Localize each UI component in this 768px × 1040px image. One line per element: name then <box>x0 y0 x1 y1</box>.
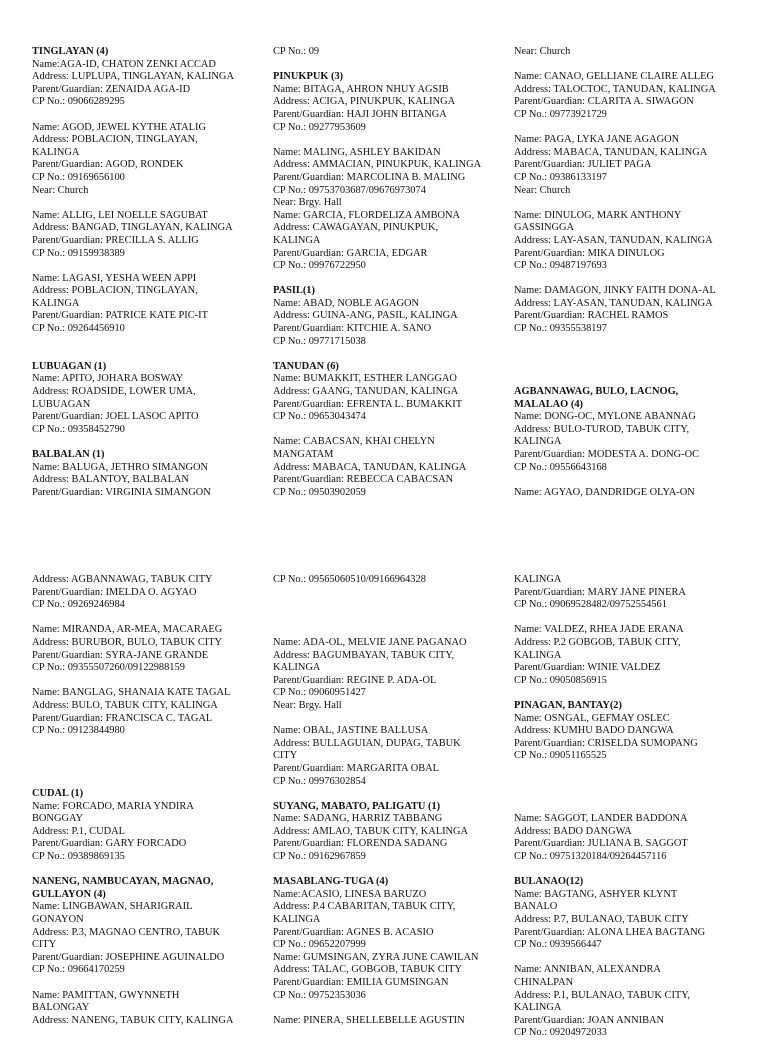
entry-line: Parent/Guardian: CRISELDA SUMOPANG <box>514 737 698 749</box>
entry-separator <box>32 738 264 788</box>
entry-separator <box>273 348 505 361</box>
entry-line: Parent/Guardian: AGNES B. ACASIO <box>273 926 434 938</box>
section-heading: BULANAO(12) <box>514 876 584 888</box>
entry-line: Name: MIRANDA, AR-MEA, MACARAEG <box>32 624 223 636</box>
entry-separator <box>273 713 505 726</box>
bottom-column-1 <box>32 574 264 1027</box>
entry-line: Parent/Guardian: HAJI JOHN BITANGA <box>273 108 447 120</box>
entry-line: Address: MABACA, TANUDAN, KALINGA <box>273 461 467 473</box>
entry-line: Parent/Guardian: EFRENTA L. BUMAKKIT <box>273 398 463 410</box>
entry-line: Address: LAY-ASAN, TANUDAN, KALINGA <box>514 234 713 246</box>
entry-line: Parent/Guardian: MODESTA A. DONG-OC <box>514 449 700 461</box>
entry-line: Address: KUMHU BADO DANGWA <box>514 725 674 737</box>
entry-line: LUBUAGAN <box>32 398 91 410</box>
entry-separator <box>273 864 505 877</box>
entry-line: Name: ALLIG, LEI NOELLE SAGUBAT <box>32 209 208 221</box>
entry-separator <box>514 122 746 135</box>
entry-line: CP No.: 09355507260/09122988159 <box>32 662 185 674</box>
entry-line: Name: FORCADO, MARIA YNDIRA <box>32 800 194 812</box>
entry-line: Address: P.1, BULANAO, TABUK CITY, <box>514 989 691 1001</box>
entry-line: Address: POBLACION, TINGLAYAN, <box>32 134 198 146</box>
entry-line: Name: BAGTANG, ASHYER KLYNT <box>514 888 678 900</box>
entry-line: CP No.: 09264456910 <box>32 323 125 335</box>
entry-line: Name: PAMITTAN, GWYNNETH <box>32 989 180 1001</box>
entry-line: Address: P.2 GOBGOB, TABUK CITY, <box>514 636 681 648</box>
entry-line: Address: ROADSIDE, LOWER UMA, <box>32 386 196 398</box>
entry-line: CP No.: 09060951427 <box>273 687 366 699</box>
entry-line: Near: Brgy. Hall <box>273 197 342 209</box>
entry-line: Address: BANGAD, TINGLAYAN, KALINGA <box>32 222 233 234</box>
entry-line: Name: DONG-OC, MYLONE ABANNAG <box>514 411 696 423</box>
entry-line: CP No.: 09503902059 <box>273 486 366 498</box>
section-heading: PINUKPUK (3) <box>273 71 344 83</box>
entry-line: KALINGA <box>273 914 321 926</box>
entry-line: Name: OSNGAL, GEFMAY OSLEC <box>514 712 670 724</box>
entry-line: Parent/Guardian: MARCOLINA B. MALING <box>273 171 466 183</box>
entry-line: Name: BITAGA, AHRON NHUY AGSIB <box>273 83 449 95</box>
entry-line: Parent/Guardian: JOEL LASOC APITO <box>32 411 199 423</box>
entry-line: BONGGAY <box>32 813 83 825</box>
entry-line: KALINGA <box>32 146 80 158</box>
entry-separator <box>32 197 264 210</box>
entry-line: Near: Church <box>32 184 89 196</box>
entry-line: CP No.: 09751320184/09264457116 <box>514 851 667 863</box>
bottom-column-2 <box>273 574 505 1027</box>
entry-line: CP No.: 09269246984 <box>32 599 125 611</box>
entry-separator <box>514 59 746 72</box>
entry-separator <box>32 436 264 449</box>
entry-line: Address: POBLACION, TINGLAYAN, <box>32 285 198 297</box>
entry-line: Parent/Guardian: EMILIA GUMSINGAN <box>273 977 449 989</box>
entry-line: Parent/Guardian: WINIE VALDEZ <box>514 662 661 674</box>
entry-line: Name: VALDEZ, RHEA JADE ERANA <box>514 624 684 636</box>
entry-line: CP No.: 0939566447 <box>514 939 602 951</box>
entry-separator <box>32 336 264 361</box>
entry-line: Parent/Guardian: MARGARITA OBAL <box>273 762 439 774</box>
entry-line: KALINGA <box>32 297 80 309</box>
entry-line: Name: BUMAKKIT, ESTHER LANGGAO <box>273 373 457 385</box>
entry-line: Address: BULO-TUROD, TABUK CITY, <box>514 423 690 435</box>
entry-line: CP No.: 09389869135 <box>32 851 125 863</box>
section-heading: PINAGAN, BANTAY(2) <box>514 699 622 711</box>
entry-separator <box>273 59 505 72</box>
top-column-2 <box>273 46 505 499</box>
entry-line: Parent/Guardian: PRECILLA S. ALLIG <box>32 234 199 246</box>
entry-line: Name: CANAO, GELLIANE CLAIRE ALLEG <box>514 71 714 83</box>
entry-line: KALINGA <box>514 1002 562 1014</box>
entry-line: CP No.: 09753703687/09676973074 <box>273 184 426 196</box>
section-heading: MALALAO (4) <box>514 398 583 410</box>
entry-line: Address: BALANTOY, BALBALAN <box>32 474 189 486</box>
entry-line: Parent/Guardian: RACHEL RAMOS <box>514 310 669 322</box>
entry-separator <box>32 977 264 990</box>
entry-separator <box>273 1002 505 1015</box>
entry-separator <box>514 474 746 487</box>
entry-line: Name: GARCIA, FLORDELIZA AMBONA <box>273 209 461 221</box>
entry-separator <box>514 763 746 813</box>
entry-line: CP No.: 09487197693 <box>514 260 607 272</box>
entry-line: CP No.: 09386133197 <box>514 171 607 183</box>
entry-line: CP No.: 09653043474 <box>273 411 366 423</box>
entry-line: CP No.: 09556643168 <box>514 461 607 473</box>
entry-line: Name: SAGGOT, LANDER BADDONA <box>514 813 688 825</box>
entry-line: CP No.: 09565060510/09166964328 <box>273 574 426 585</box>
entry-separator <box>514 687 746 700</box>
entry-line: CP No.: 09752353036 <box>273 989 366 1001</box>
entry-line: CP No.: 09123844980 <box>32 725 125 737</box>
entry-line: KALINGA <box>514 436 562 448</box>
entry-line: CP No.: 09358452790 <box>32 423 125 435</box>
entry-line: Name: PAGA, LYKA JANE AGAGON <box>514 134 680 146</box>
entry-line: Address: TALAC, GOBGOB, TABUK CITY <box>273 964 463 976</box>
entry-line: Name:ACASIO, LINESA BARUZO <box>273 888 427 900</box>
entry-line: Near: Church <box>514 46 571 57</box>
entry-line: Name: DAMAGON, JINKY FAITH DONA-AL <box>514 285 716 297</box>
entry-line: Address: AGBANNAWAG, TABUK CITY <box>32 574 213 585</box>
entry-line: Parent/Guardian: ALONA LHEA BAGTANG <box>514 926 706 938</box>
entry-line: CP No.: 09169656100 <box>32 171 125 183</box>
entry-line: GASSINGGA <box>514 222 575 234</box>
entry-line: CP No.: 09069528482/09752554561 <box>514 599 667 611</box>
entry-line: Address: GAANG, TANUDAN, KALINGA <box>273 386 459 398</box>
entry-line: Parent/Guardian: MARY JANE PINERA <box>514 586 686 598</box>
entry-line: Address: AMLAO, TABUK CITY, KALINGA <box>273 825 469 837</box>
entry-line: Parent/Guardian: GARY FORCADO <box>32 838 187 850</box>
entry-separator <box>514 612 746 625</box>
entry-line: Address: AMMACIAN, PINUKPUK, KALINGA <box>273 159 482 171</box>
entry-separator <box>514 197 746 210</box>
bottom-column-3 <box>514 574 746 1040</box>
entry-separator <box>273 273 505 286</box>
entry-separator <box>273 134 505 147</box>
entry-line: Parent/Guardian: PATRICE KATE PIC-IT <box>32 310 208 322</box>
entry-line: Parent/Guardian: GARCIA, EDGAR <box>273 247 428 259</box>
section-heading: TANUDAN (6) <box>273 360 339 372</box>
entry-line: Name: ADA-OL, MELVIE JANE PAGANAO <box>273 636 467 648</box>
section-heading: CUDAL (1) <box>32 788 84 800</box>
entry-line: Address: GUINA-ANG, PASIL, KALINGA <box>273 310 458 322</box>
entry-separator <box>32 109 264 122</box>
entry-line: CP No.: 09277953609 <box>273 121 366 133</box>
entry-line: Name: LINGBAWAN, SHARIGRAIL <box>32 901 193 913</box>
entry-line: CP No.: 09 <box>273 46 320 57</box>
entry-line: Parent/Guardian: FRANCISCA C. TAGAL <box>32 712 213 724</box>
entry-line: CP No.: 09051165525 <box>514 750 607 762</box>
section-heading: SUYANG, MABATO, PALIGATU (1) <box>273 800 441 812</box>
entry-line: Name: LAGASI, YESHA WEEN APPI <box>32 272 197 284</box>
entry-line: Parent/Guardian: JOSEPHINE AGUINALDO <box>32 951 225 963</box>
section-heading: BALBALAN (1) <box>32 449 105 460</box>
entry-line: Address: BULLAGUIAN, DUPAG, TABUK <box>273 737 461 749</box>
entry-line: Parent/Guardian: KITCHIE A. SANO <box>273 323 432 335</box>
top-column-3 <box>514 46 746 499</box>
entry-line: CP No.: 09066289295 <box>32 96 125 108</box>
entry-line: Name: ANNIBAN, ALEXANDRA <box>514 964 661 976</box>
entry-separator <box>32 864 264 877</box>
entry-separator <box>514 952 746 965</box>
entry-line: Address: TALOCTOC, TANUDAN, KALINGA <box>514 83 716 95</box>
entry-line: MANGATAM <box>273 449 334 460</box>
entry-line: Address: P.4 CABARITAN, TABUK CITY, <box>273 901 456 913</box>
entry-line: Address: P.3, MAGNAO CENTRO, TABUK <box>32 926 221 938</box>
entry-line: Parent/Guardian: REGINE P. ADA-OL <box>273 674 437 686</box>
entry-line: Parent/Guardian: JULIET PAGA <box>514 159 652 171</box>
entry-line: Near: Church <box>514 184 571 196</box>
entry-line: Name: CABACSAN, KHAI CHELYN <box>273 436 435 448</box>
entry-line: Address: P.7, BULANAO, TABUK CITY <box>514 914 689 926</box>
entry-line: CITY <box>32 939 57 951</box>
entry-line: CP No.: 09976302854 <box>273 775 366 787</box>
entry-line: KALINGA <box>514 574 562 585</box>
entry-line: KALINGA <box>273 662 321 674</box>
section-heading: GULLAYON (4) <box>32 888 106 900</box>
entry-line: CP No.: 09773921729 <box>514 108 607 120</box>
entry-line: Name: PINERA, SHELLEBELLE AGUSTIN <box>273 1014 465 1026</box>
entry-line: BANALO <box>514 901 558 913</box>
entry-line: Address: BULO, TABUK CITY, KALINGA <box>32 699 218 711</box>
entry-line: CP No.: 09159938389 <box>32 247 125 259</box>
entry-line: CP No.: 09204972033 <box>514 1027 607 1039</box>
entry-line: KALINGA <box>273 234 321 246</box>
entry-line: CHINALPAN <box>514 977 574 989</box>
section-heading: TINGLAYAN (4) <box>32 46 109 57</box>
entry-separator <box>273 424 505 437</box>
entry-line: CP No.: 09162967859 <box>273 851 366 863</box>
entry-line: Address: NANENG, TABUK CITY, KALINGA <box>32 1014 234 1026</box>
entry-line: Parent/Guardian: VIRGINIA SIMANGON <box>32 486 211 498</box>
entry-line: Parent/Guardian: AGOD, RONDEK <box>32 159 184 171</box>
entry-separator <box>32 260 264 273</box>
entry-line: Parent/Guardian: IMELDA O. AGYAO <box>32 586 197 598</box>
entry-line: Address: P.1, CUDAL <box>32 825 125 837</box>
entry-line: Address: BURUBOR, BULO, TABUK CITY <box>32 636 223 648</box>
entry-line: Parent/Guardian: ZENAIDA AGA-ID <box>32 83 191 95</box>
entry-line: Name: MALING, ASHLEY BAKIDAN <box>273 146 441 158</box>
entry-line: CP No.: 09050856915 <box>514 674 607 686</box>
entry-line: Parent/Guardian: CLARITA A. SIWAGON <box>514 96 694 108</box>
entry-line: BALONGAY <box>32 1002 90 1014</box>
entry-line: Name: ABAD, NOBLE AGAGON <box>273 297 420 309</box>
entry-separator <box>514 336 746 386</box>
entry-line: Parent/Guardian: JULIANA B. SAGGOT <box>514 838 688 850</box>
section-heading: LUBUAGAN (1) <box>32 360 107 372</box>
section-heading: AGBANNAWAG, BULO, LACNOG, <box>514 386 679 398</box>
section-heading: MASABLANG-TUGA (4) <box>273 876 389 888</box>
entry-line: Parent/Guardian: MIKA DINULOG <box>514 247 665 259</box>
entry-line: KALINGA <box>514 649 562 661</box>
entry-line: Name: APITO, JOHARA BOSWAY <box>32 373 184 385</box>
entry-line: Name: DINULOG, MARK ANTHONY <box>514 209 682 221</box>
entry-line: Name: AGOD, JEWEL KYTHE ATALIG <box>32 121 206 133</box>
entry-line: CITY <box>273 750 298 762</box>
entry-line: Name: OBAL, JASTINE BALLUSA <box>273 725 429 737</box>
entry-line: Name: SADANG, HARRIZ TABBANG <box>273 813 443 825</box>
entry-line: Near: Brgy. Hall <box>273 699 342 711</box>
entry-line: Address: BADO DANGWA <box>514 825 632 837</box>
entry-line: Address: ACIGA, PINUKPUK, KALINGA <box>273 96 456 108</box>
entry-line: Address: MABACA, TANUDAN, KALINGA <box>514 146 708 158</box>
entry-separator <box>32 675 264 688</box>
entry-separator <box>273 788 505 801</box>
entry-line: Name: BANGLAG, SHANAIA KATE TAGAL <box>32 687 231 699</box>
entry-line: Parent/Guardian: FLORENDA SADANG <box>273 838 448 850</box>
entry-line: CP No.: 09355538197 <box>514 323 607 335</box>
entry-line: Name: AGYAO, DANDRIDGE OLYA-ON <box>514 486 695 498</box>
entry-line: Name: GUMSINGAN, ZYRA JUNE CAWILAN <box>273 951 479 963</box>
entry-separator <box>273 587 505 637</box>
entry-separator <box>514 273 746 286</box>
entry-line: Address: LAY-ASAN, TANUDAN, KALINGA <box>514 297 713 309</box>
entry-line: CP No.: 09664170259 <box>32 964 125 976</box>
entry-line: Address: LUPLUPA, TINGLAYAN, KALINGA <box>32 71 234 83</box>
entry-line: Address: CAWAGAYAN, PINUKPUK, <box>273 222 439 234</box>
entry-line: Parent/Guardian: SYRA-JANE GRANDE <box>32 649 209 661</box>
section-heading: PASIL(1) <box>273 285 315 297</box>
entry-separator <box>514 864 746 877</box>
entry-line: CP No.: 09771715038 <box>273 335 366 347</box>
entry-line: Address: BAGUMBAYAN, TABUK CITY, <box>273 649 455 661</box>
entry-line: Parent/Guardian: JOAN ANNIBAN <box>514 1014 665 1026</box>
entry-line: Name:AGA-ID, CHATON ZENKI ACCAD <box>32 58 216 70</box>
entry-line: CP No.: 09652207999 <box>273 939 366 951</box>
entry-line: Parent/Guardian: REBECCA CABACSAN <box>273 474 454 486</box>
top-column-1 <box>32 46 264 499</box>
section-heading: NANENG, NAMBUCAYAN, MAGNAO, <box>32 876 214 888</box>
entry-line: GONAYON <box>32 914 84 926</box>
entry-line: CP No.: 09976722950 <box>273 260 366 272</box>
entry-line: Name: BALUGA, JETHRO SIMANGON <box>32 461 209 473</box>
entry-separator <box>32 612 264 625</box>
